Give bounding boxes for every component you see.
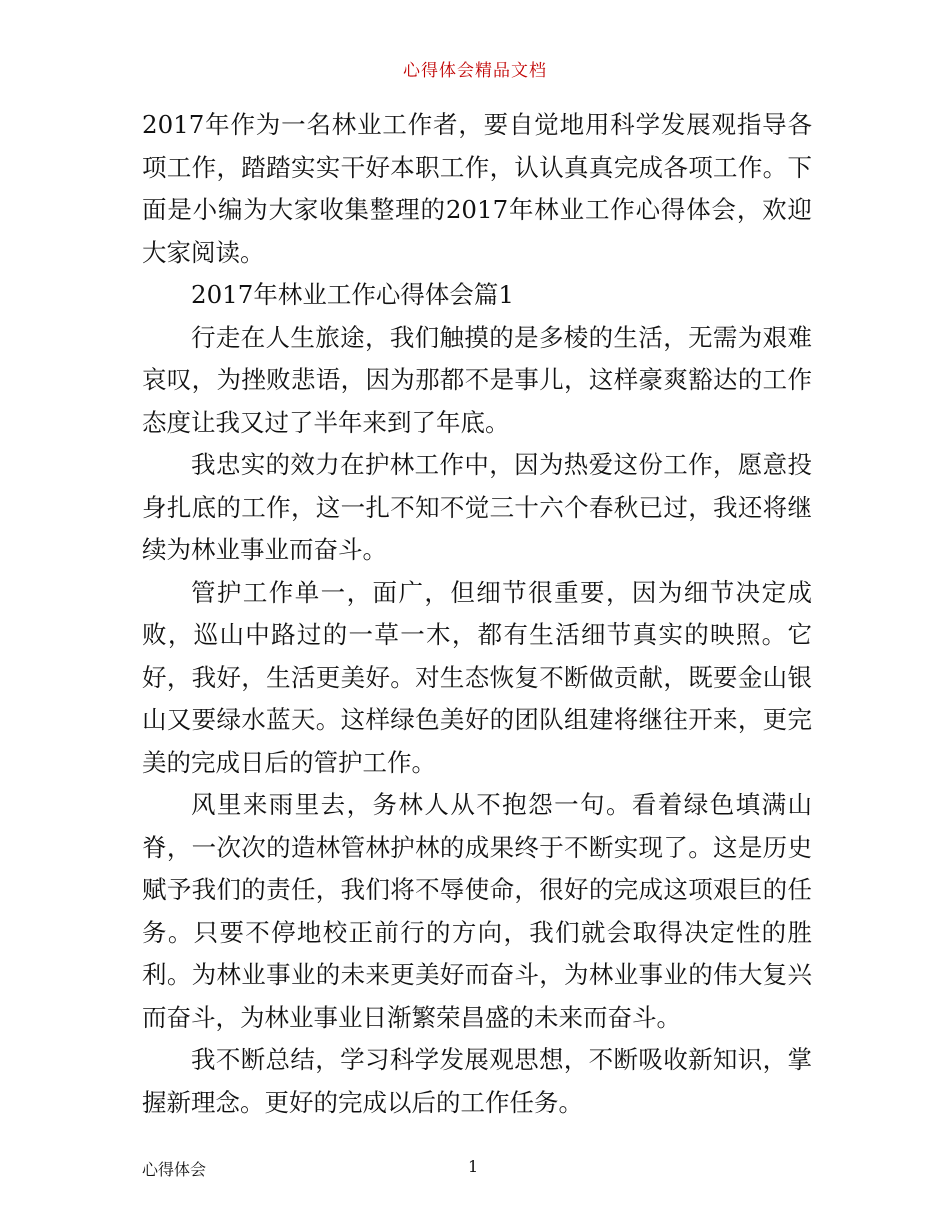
paragraph: 我不断总结，学习科学发展观思想，不断吸收新知识，掌握新理念。更好的完成以后的工作任务。 (142, 1045, 812, 1117)
footer-label: 心得体会 (142, 1160, 207, 1179)
page-header-title: 心得体会精品文档 (403, 61, 547, 81)
paragraph-intro: 2017年作为一名林业工作者，要自觉地用科学发展观指导各项工作，踏踏实实干好本职工作，认认真真完成各项工作。下面是小编为大家收集整理的2017年林业工作心得体会，欢迎大家阅读。 (142, 110, 812, 267)
section-heading: 2017年林业工作心得体会篇1 (191, 280, 514, 309)
paragraph: 我忠实的效力在护林工作中，因为热爱这份工作，愿意投身扎底的工作，这一扎不知不觉三十六个春秋已过，我还将继续为林业事业而奋斗。 (142, 450, 812, 564)
paragraph: 行走在人生旅途，我们触摸的是多棱的生活，无需为艰难哀叹，为挫败悲语，因为那都不是事儿，这样豪爽豁达的工作态度让我又过了半年来到了年底。 (142, 322, 812, 437)
paragraph: 风里来雨里去，务林人从不抱怨一句。看着绿色填满山脊，一次次的造林管林护林的成果终于不断实现了。这是历史赋予我们的责任，我们将不辱使命，很好的完成这项艰巨的任务。只要不停地校正前行的方向，我们就会取得决定性的胜利。为林业事业的未来更美好而奋斗，为林业事业的伟大复兴而奋斗，为林业事业日渐繁荣昌盛的未来而奋斗。 (142, 790, 812, 1032)
paragraph: 管护工作单一，面广，但细节很重要，因为细节决定成败，巡山中路过的一草一木，都有生活细节真实的映照。它好，我好，生活更美好。对生态恢复不断做贡献，既要金山银山又要绿水蓝天。这样绿色美好的团队组建将继往开来，更完美的完成日后的管护工作。 (142, 577, 812, 777)
page-number: 1 (468, 1157, 479, 1176)
document-body (142, 104, 812, 1124)
